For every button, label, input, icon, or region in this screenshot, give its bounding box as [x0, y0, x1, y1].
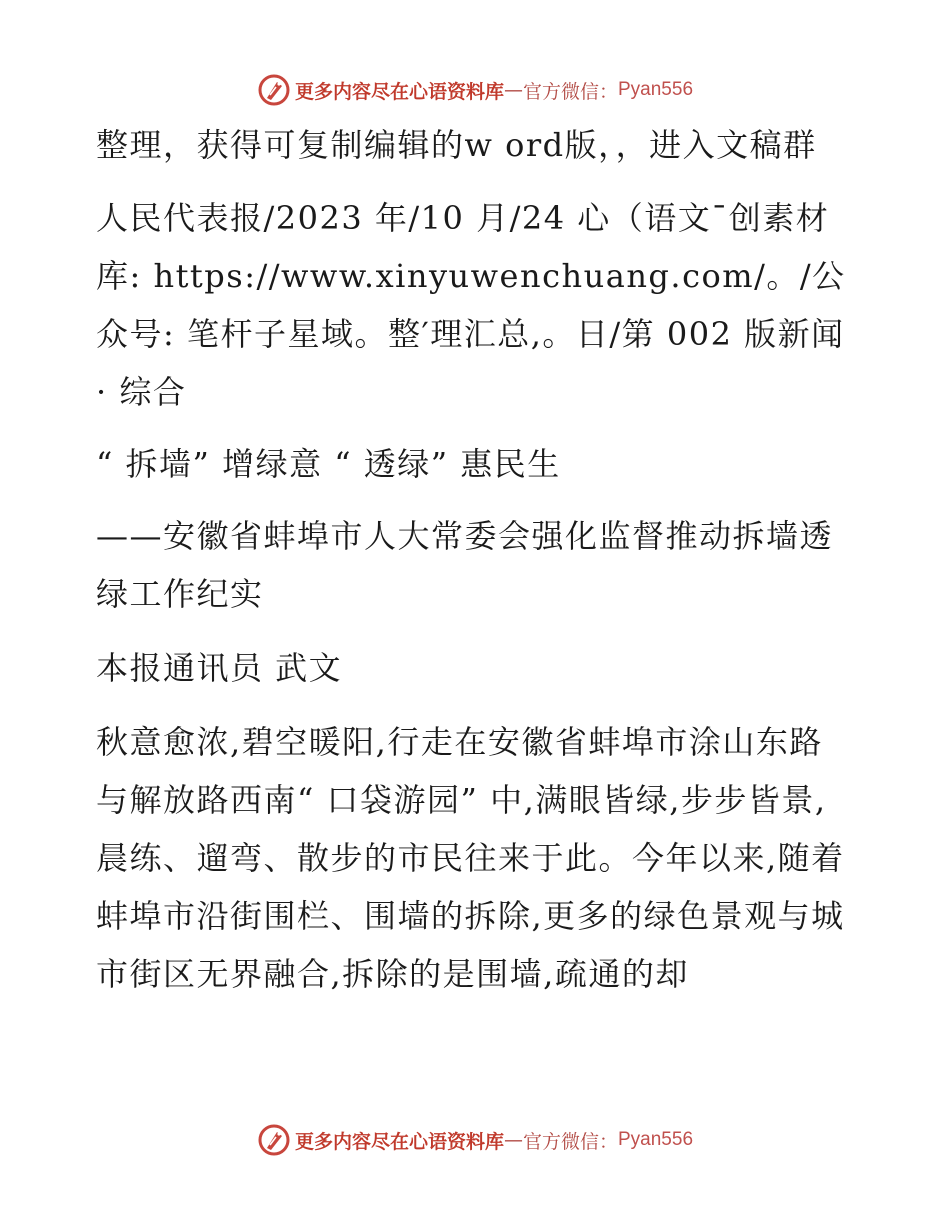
source-paragraph: 人民代表报/2023 年/10 月/24 心（语文¯创素材库: https://www.xinyuwenchuang.com/。/公众号: 笔杆子星域。整′理汇总,。日/第 002 版新闻 · 综合: [96, 199, 846, 411]
banner-main-text: 更多内容尽在心语资料库: [294, 1130, 504, 1153]
pen-nib-logo-icon: [257, 73, 291, 107]
footer-banner: [0, 1120, 950, 1160]
pen-nib-logo-icon: [257, 1123, 291, 1157]
article-subheadline: ——安徽省蚌埠市人大常委会强化监督推动拆墙透绿工作纪实: [96, 517, 834, 613]
article-body-paragraph: 秋意愈浓,碧空暖阳,行走在安徽省蚌埠市涂山东路与解放路西南“ 口袋游园” 中,满眼皆绿,步步皆景,晨练、遛弯、散步的市民往来于此。今年以来,随着蚌埠市沿街围栏、围墙的拆除,更多的绿色景观与城市街区无界融合,拆除的是围墙,疏通的却: [96, 723, 845, 993]
intro-paragraph: 整理，获得可复制编辑的w ord版，，进入文稿群: [96, 126, 817, 164]
banner-wechat-label: 官方微信：: [522, 80, 618, 103]
banner-separator: —: [503, 1129, 523, 1151]
banner-main-text: 更多内容尽在心语资料库: [294, 80, 504, 103]
article-byline: 本报通讯员 武文: [96, 649, 343, 687]
article-content: [96, 116, 852, 1003]
banner-wechat-label: 官方微信：: [522, 1130, 618, 1153]
banner-separator: —: [503, 79, 523, 101]
banner-wechat-id: Pyan556: [618, 79, 694, 100]
banner-wechat-id: Pyan556: [618, 1129, 694, 1150]
header-banner: [0, 70, 950, 110]
article-headline: “ 拆墙” 增绿意 “ 透绿” 惠民生: [96, 445, 561, 483]
